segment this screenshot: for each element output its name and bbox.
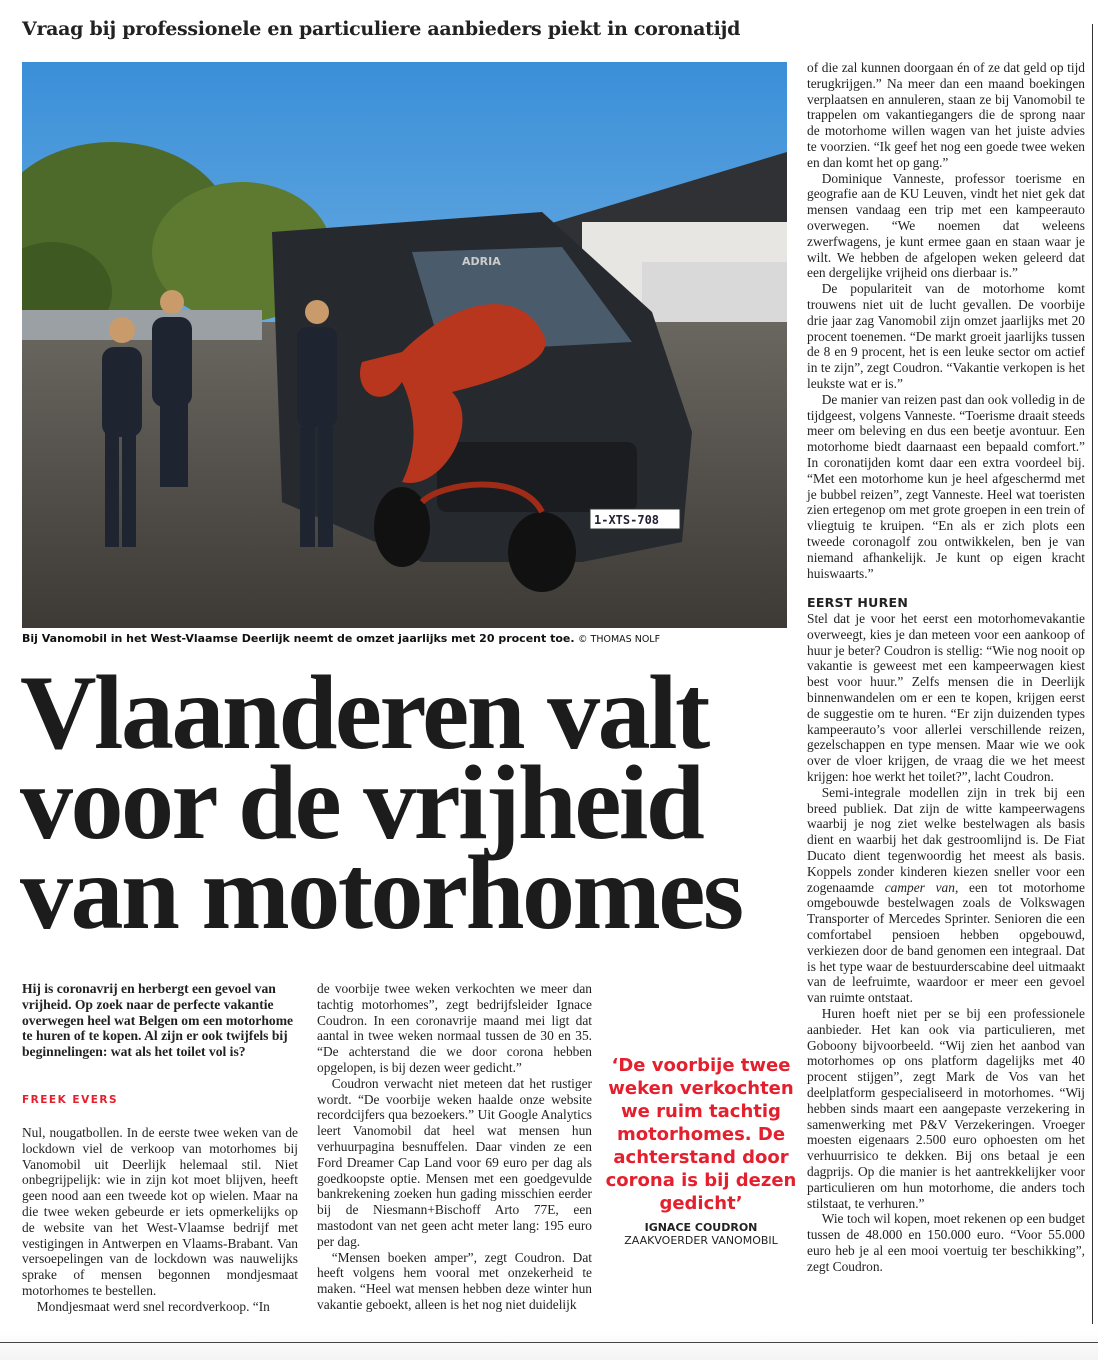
paragraph: Huren hoeft niet per se bij een professionele aanbieder. Het kan ook via particulieren, met Goboony bijvoorbeeld. “Wij zien het aanbod van motorhomes op ons platform dagelijks met 40 procent stijgen”, zegt Mark de Vos van het deelplatform gespecialiseerd in motorhomes. “Wij hebben sinds maart een aangepaste verzekering in samenwerking met P&V Verzekeringen. Vroeger moesten eigenaars 2.500 euro ophoesten om het verhuurrisico te dekken. Bij ons betaal je een dagprijs. Op die manier is het aantrekkelijker voor particulieren om hun motorhome, die anders toch stilstaat, te verhuren.” bbox=[807, 1006, 1085, 1211]
headline-line: Vlaanderen valt bbox=[20, 654, 708, 771]
body-column-1 bbox=[22, 1125, 298, 1315]
text: , een tot motorhome omgebouwde bestelwagen zoals de Volkswagen Transporter of Mercedes Sprinter. Senioren die een comfortabel pensioen hebben opgebouwd, verkiezen door de band genomen een integraal. Dat is het type waar de bestuurderscabine deel uitmaakt van de leefruimte, waardoor er meer een gevoel van ruimte ontstaat. bbox=[807, 879, 1085, 1006]
quote-name: IGNACE COUDRON bbox=[644, 1221, 758, 1234]
kicker-subheadline: Vraag bij professionele en particuliere aanbieders piekt in coronatijd bbox=[22, 18, 741, 40]
body-column-3 bbox=[807, 60, 1085, 1275]
page-bottom-rule bbox=[0, 1342, 1098, 1343]
headline-line: voor de vrijheid bbox=[20, 744, 703, 861]
text: Semi-integrale modellen zijn in trek bij een breed publiek. Dat zijn de witte kampeerwagens waarbij je nog ziet welke bestelwagen als basis dient en waarbij het dak gestroomlijnd is. De Fiat Ducato dient tegenwoordig het meest als basis. Koppels zonder kinderen kiezen sneller voor een zogenaamde bbox=[807, 784, 1085, 895]
byline: FREEK EVERS bbox=[22, 1094, 119, 1106]
paragraph: Dominique Vanneste, professor toerisme en geografie aan de KU Leuven, vindt het niet gek dat mensen vandaag een trip met een kampeerauto overwegen. “We noemen dat weleens zwerfwagens, je kunt ermee gaan en staan waar je wilt. We hebben de afgelopen weken geleerd dat een dergelijke vrijheid ons dierbaar is.” bbox=[807, 170, 1085, 281]
column-divider bbox=[1092, 24, 1093, 1324]
paragraph: de voorbije twee weken verkochten we meer dan tachtig motorhomes”, zegt bedrijfsleider Ignace Coudron. In een coronavrije maand mei ligt dat aantal in twee weken normaal tussen de 30 en 35. “De achterstand die we door corona hebben opgelopen, is bij dezen weer gedicht.” bbox=[317, 981, 592, 1075]
van-brand-label: ADRIA bbox=[462, 255, 501, 268]
article-intro: Hij is coronavrij en herbergt een gevoel van vrijheid. Op zoek naar de perfecte vakantie overwegen heel wat Belgen om een motorhome te huren of te kopen. Al zijn er ook twijfels bij beginnelingen: wat als het toilet vol is? bbox=[22, 981, 294, 1060]
paragraph: De manier van reizen past dan ook volledig in de tijdgeest, volgens Vanneste. “Toerisme draait steeds meer om beleving en dus een beetje avontuur. Een motorhome biedt daarnaast een bepaald comfort.” In coronatijden komt daar een extra voordeel bij. “Met een motorhome kun je heel afgeschermd met je bubbel reizen”, zegt Vanneste. Heel wat toeristen zien ertegenop om met grote groepen in een trein of vliegtuig te kruipen. “En als er zich plots een tweede coronagolf zou ontwikkelen, ben je van niemand afhankelijk. Je kunt op eigen kracht huiswaarts.” bbox=[807, 391, 1085, 581]
paragraph: Wie toch wil kopen, moet rekenen op een budget tussen de 48.000 en 150.000 euro. “Voor 55.000 euro heb je al een mooi voertuig ter beschikking”, zegt Coudron. bbox=[807, 1211, 1085, 1274]
pull-quote-attribution bbox=[603, 1221, 799, 1247]
photo-credit: © THOMAS NOLF bbox=[578, 634, 661, 645]
article-photo bbox=[22, 62, 787, 628]
headline bbox=[20, 654, 800, 951]
page-bottom-shade bbox=[0, 1330, 1098, 1360]
motorhome-photo-illustration bbox=[22, 62, 787, 628]
headline-line: van motorhomes bbox=[20, 834, 742, 951]
pull-quote: ‘De voorbije twee weken verkochten we ruim tachtig motorhomes. De achterstand door corona is bij dezen gedicht’ bbox=[605, 1055, 797, 1214]
license-plate: 1-XTS-708 bbox=[594, 513, 660, 527]
paragraph bbox=[807, 785, 1085, 1006]
paragraph: Nul, nougatbollen. In de eerste twee weken van de lockdown viel de verkoop van motorhomes bij Vanomobil uit Deerlijk helemaal stil. Niet onbegrijpelijk: wie in zijn kot moet blijven, heeft geen nood aan een tweede kot op wielen. Maar na die twee weken gebeurde er iets opmerkelijks op de website van het West-Vlaamse bedrijf met vestigingen in Antwerpen en Vlaams-Brabant. Van versoepelingen van de lockdown was nauwelijks sprake of mensen begonnen mondjesmaat motorhomes te bestellen. bbox=[22, 1125, 298, 1298]
paragraph: De populariteit van de motorhome komt trouwens niet uit de lucht gevallen. De voorbije drie jaar zag Vanomobil zijn omzet jaarlijks met 20 procent toenemen. “De markt groeit jaarlijks tussen de 8 en 9 procent, het is een leuke sector om actief in te zijn”, zegt Coudron. “Vakantie verkopen is het leukste wat er is.” bbox=[807, 281, 1085, 391]
body-column-2 bbox=[317, 981, 592, 1313]
paragraph: of die zal kunnen doorgaan én of ze dat geld op tijd terugkrijgen.” Na meer dan een maand boekingen verplaatsen en annuleren, staan ze bij Vanomobil te trappelen om vakantiegangers die de sprong naar de motorhome willen wagen van het juiste advies te voorzien. “Ik geef het nog een goede twee weken en dan komt het op gang.” bbox=[807, 60, 1085, 170]
italic-term: camper van bbox=[884, 879, 955, 895]
caption-text: Bij Vanomobil in het West-Vlaamse Deerlijk neemt de omzet jaarlijks met 20 procent toe. bbox=[22, 632, 575, 645]
paragraph: Mondjesmaat werd snel recordverkoop. “In bbox=[36, 1298, 270, 1314]
section-subheading: EERST HUREN bbox=[807, 595, 909, 611]
paragraph: “Mensen boeken amper”, zegt Coudron. Dat heeft volgens hem vooral met onzekerheid te maken. “Heel wat mensen hebben deze winter hun vakantie geboekt, alleen is het nog niet duidelijk bbox=[317, 1249, 592, 1312]
paragraph: Coudron verwacht niet meteen dat het rustiger wordt. “De voorbije weken haalde onze website recordcijfers qua bezoekers.” Uit Google Analytics leert Vanomobil dat heel wat mensen hun verhuurpagina besnuffelen. Daar vinden ze een Ford Dreamer Cap Land voor 69 euro per dag als goedkoopste optie. Mensen met een goedgevulde bankrekening zoeken hun gading misschien eerder bij de Niesmann+Bischoff Arto 77E, een mastodont van net geen acht meter lang: 195 euro per dag. bbox=[317, 1075, 592, 1249]
quote-role: ZAAKVOERDER VANOMOBIL bbox=[624, 1234, 778, 1247]
photo-caption bbox=[22, 632, 660, 645]
paragraph: Stel dat je voor het eerst een motorhomevakantie overweegt, kies je dan meteen voor een aankoop of huur je beter? Coudron is stellig: “Wie nog nooit op vakantie is geweest met een kampeerwagen kiest best voor huur.” Zelfs mensen die in Deerlijk binnenwandelen om er een te kopen, krijgen eerst de suggestie om te huren. “Er zijn duizenden types kampeerauto’s voor allerlei verschillende reizen, gezelschappen en type mensen. Maar wie we ook over de vloer krijgen, de vraag die we het meest krijgen: hoe werkt het toilet?”, lacht Coudron. bbox=[807, 611, 1086, 785]
